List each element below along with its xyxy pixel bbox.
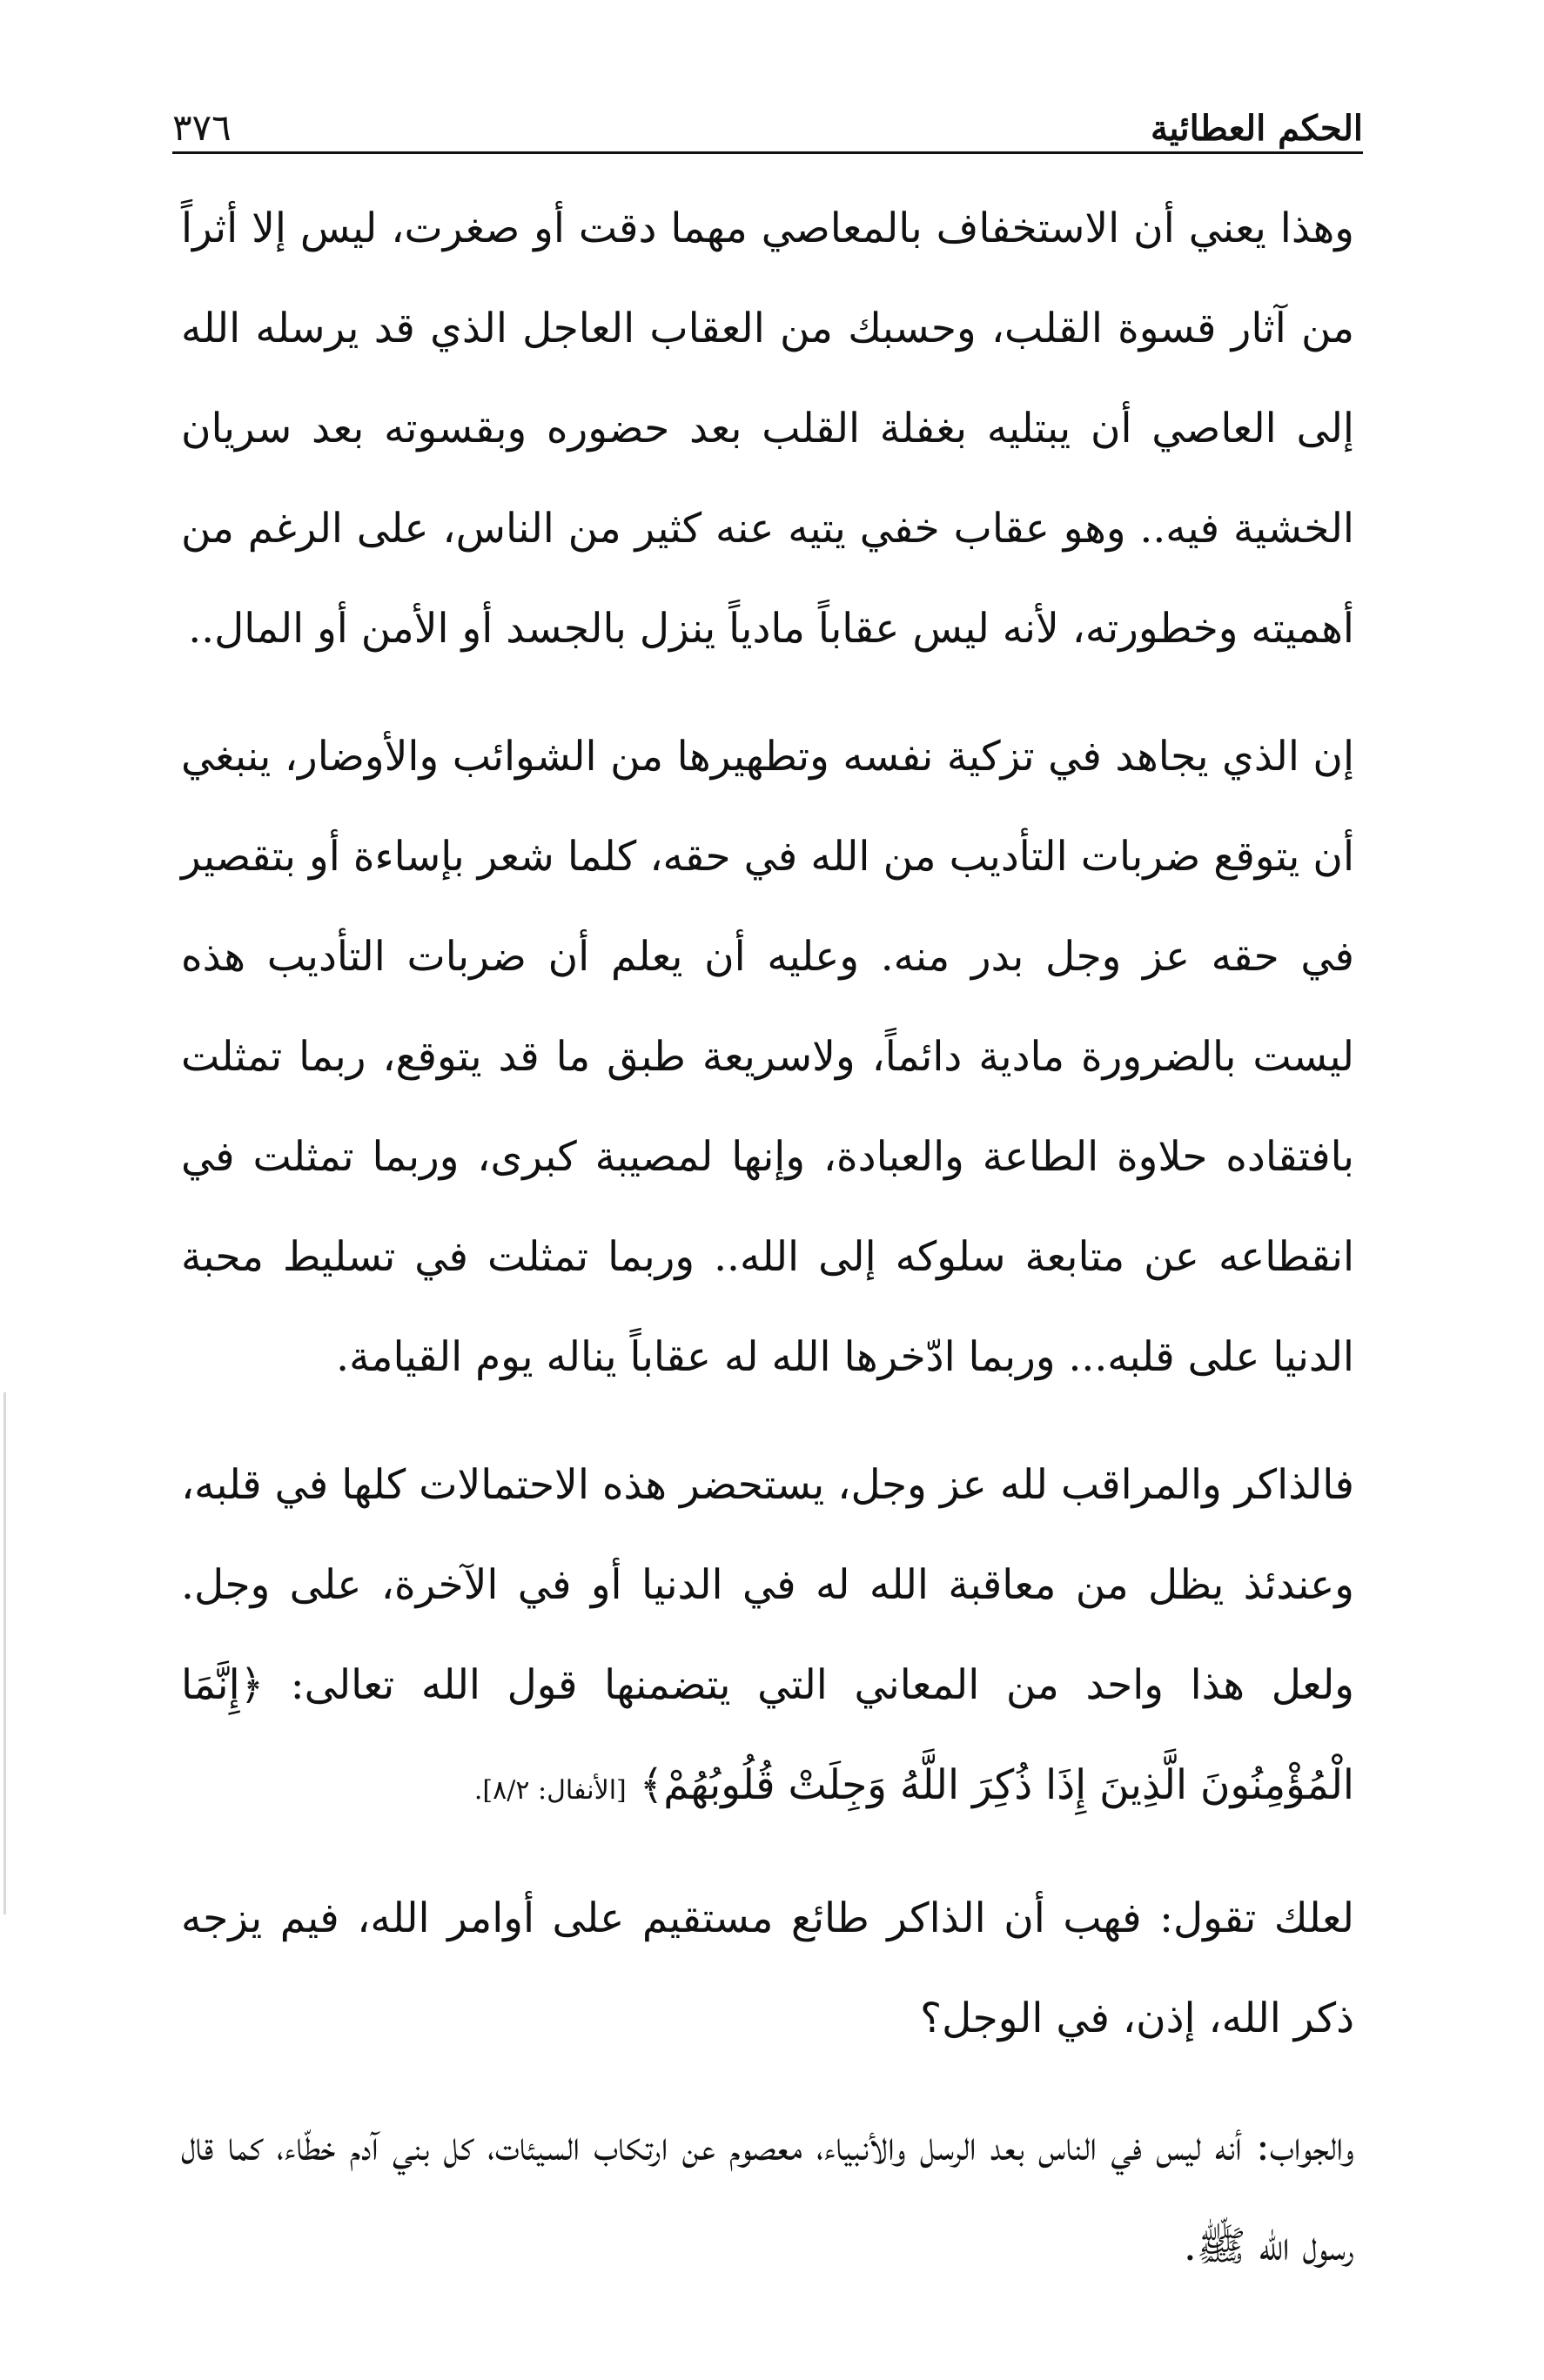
verse-citation: [الأنفال: ٨/٢]. (473, 1775, 627, 1806)
paragraph-5-text: والجواب: أنه ليس في الناس بعد الرسل والأنبياء، معصوم عن ارتكاب السيئات، كل بني آدم خطّاء، كما قال رسول الله ﷺ. (181, 2122, 1354, 2270)
page-number: ٣٧٦ (172, 106, 232, 149)
paragraph-2-text: إن الذي يجاهد في تزكية نفسه وتطهيرها من الشوائب والأوضار، ينبغي أن يتوقع ضربات التأديب من الله في حقه، كلما شعر بإساءة أو بتقصير في حقه عز وجل بدر منه. وعليه أن يعلم أن ضربات التأديب هذه ليست بالضرورة مادية دائماً، ولاسريعة طبق ما قد يتوقع، ربما تمثلت بافتقاده حلاوة الطاعة والعبادة، وإنها لمصيبة كبرى، وربما تمثلت في انقطاعه عن متابعة سلوكه إلى الله.. وربما تمثلت في تسليط محبة الدنيا على قلبه... وربما ادّخرها الله له عقاباً يناله يوم القيامة. (181, 733, 1354, 1381)
paragraph-2 (181, 707, 1354, 1407)
running-title: الحكم العطائية (1150, 108, 1363, 149)
paragraph-4-text: لعلك تقول: فهب أن الذاكر طائع مستقيم على أوامر الله، فيم يزجه ذكر الله، إذن، في الوجل؟ (181, 1894, 1354, 2042)
paragraph-5 (181, 2096, 1354, 2296)
paragraph-3-text: فالذاكر والمراقب لله عز وجل، يستحضر هذه الاحتمالات كلها في قلبه، وعندئذ يظل من معاقبة الله له في الدنيا أو في الآخرة، على وجل. ولعل هذا واحد من المعاني التي يتضمنها قول الله تعالى: (181, 1461, 1354, 1709)
paragraph-1 (181, 178, 1354, 679)
quran-verse: ﴿إِنَّمَا الْمُؤْمِنُونَ الَّذِينَ إِذَا ذُكِرَ اللَّهُ وَجِلَتْ قُلُوبُهُمْ﴾ (181, 1661, 1354, 1809)
paragraph-3 (181, 1435, 1354, 1840)
page-header (172, 91, 1363, 154)
paragraph-1-text: وهذا يعني أن الاستخفاف بالمعاصي مهما دقت أو صغرت، ليس إلا أثراً من آثار قسوة القلب، وحسبك من العقاب العاجل الذي قد يرسله الله إلى العاصي أن يبتليه بغفلة القلب بعد حضوره وبقسوته بعد سريان الخشية فيه.. وهو عقاب خفي يتيه عنه كثير من الناس، على الرغم من أهميته وخطورته، لأنه ليس عقاباً مادياً ينزل بالجسد أو الأمن أو المال.. (181, 204, 1354, 653)
paragraph-4 (181, 1868, 1354, 2068)
scan-edge-mark (3, 1392, 6, 1914)
page-body (181, 178, 1354, 2324)
